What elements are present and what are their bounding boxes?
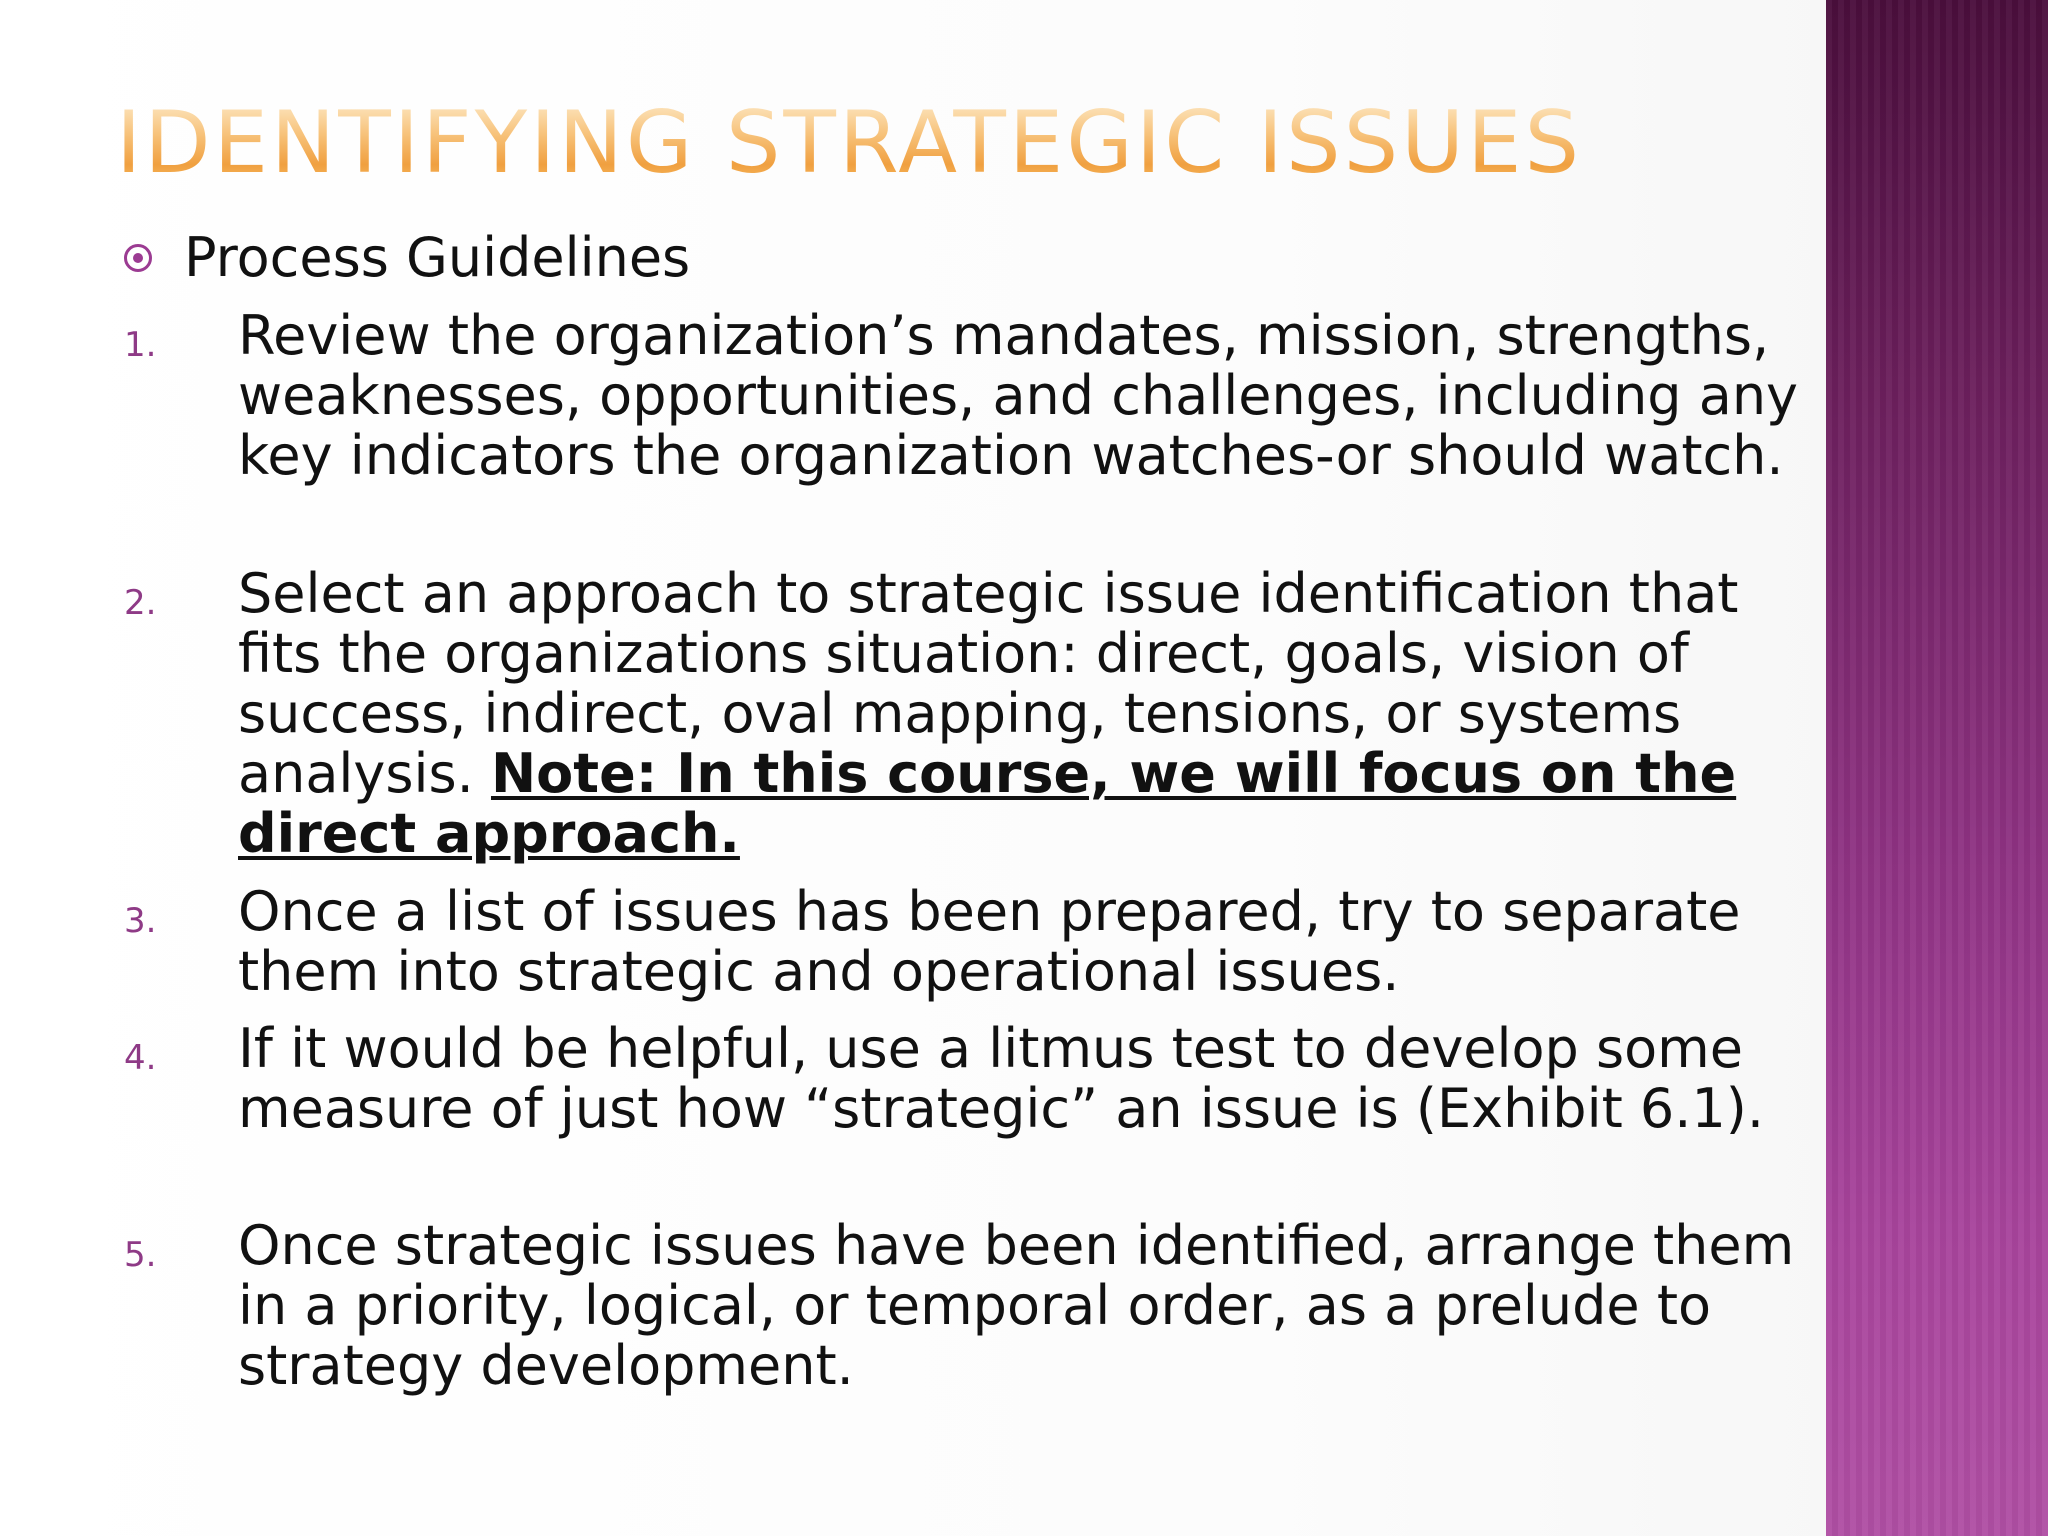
step-text: Once a list of issues has been prepared, try to separate them into strategic and operational issues. [238,880,1741,1003]
step-note: Note: In this course, we will focus on the direct approach. [238,742,1737,865]
step-text: Review the organization’s mandates, mission, strengths, weaknesses, opportunities, and challenges, including any key indicators the organization watches-or should watch. [238,304,1799,487]
step-text-main: Select an approach to strategic issue identification that fits the organizations situation: direct, goals, vision of success, indirect, oval mapping, tensions, or systems analysis. [238,562,1739,805]
step-text: If it would be helpful, use a litmus test to develop some measure of just how “strategic” an issue is (Exhibit 6.1). [238,1017,1765,1140]
step-text [238,564,1818,864]
slide-title: IDENTIFYING STRATEGIC ISSUES [116,93,1583,193]
step-number: 3. [124,901,157,941]
step-text: Once strategic issues have been identified, arrange them in a priority, logical, or temporal order, as a prelude to strategy development. [238,1214,1795,1397]
decorative-sidebar [1826,0,2048,1536]
step-number: 4. [124,1038,157,1078]
step-number: 5. [124,1235,157,1275]
bullet-text: Process Guidelines [184,226,691,289]
step-number: 2. [124,583,157,623]
step-number: 1. [124,325,157,365]
